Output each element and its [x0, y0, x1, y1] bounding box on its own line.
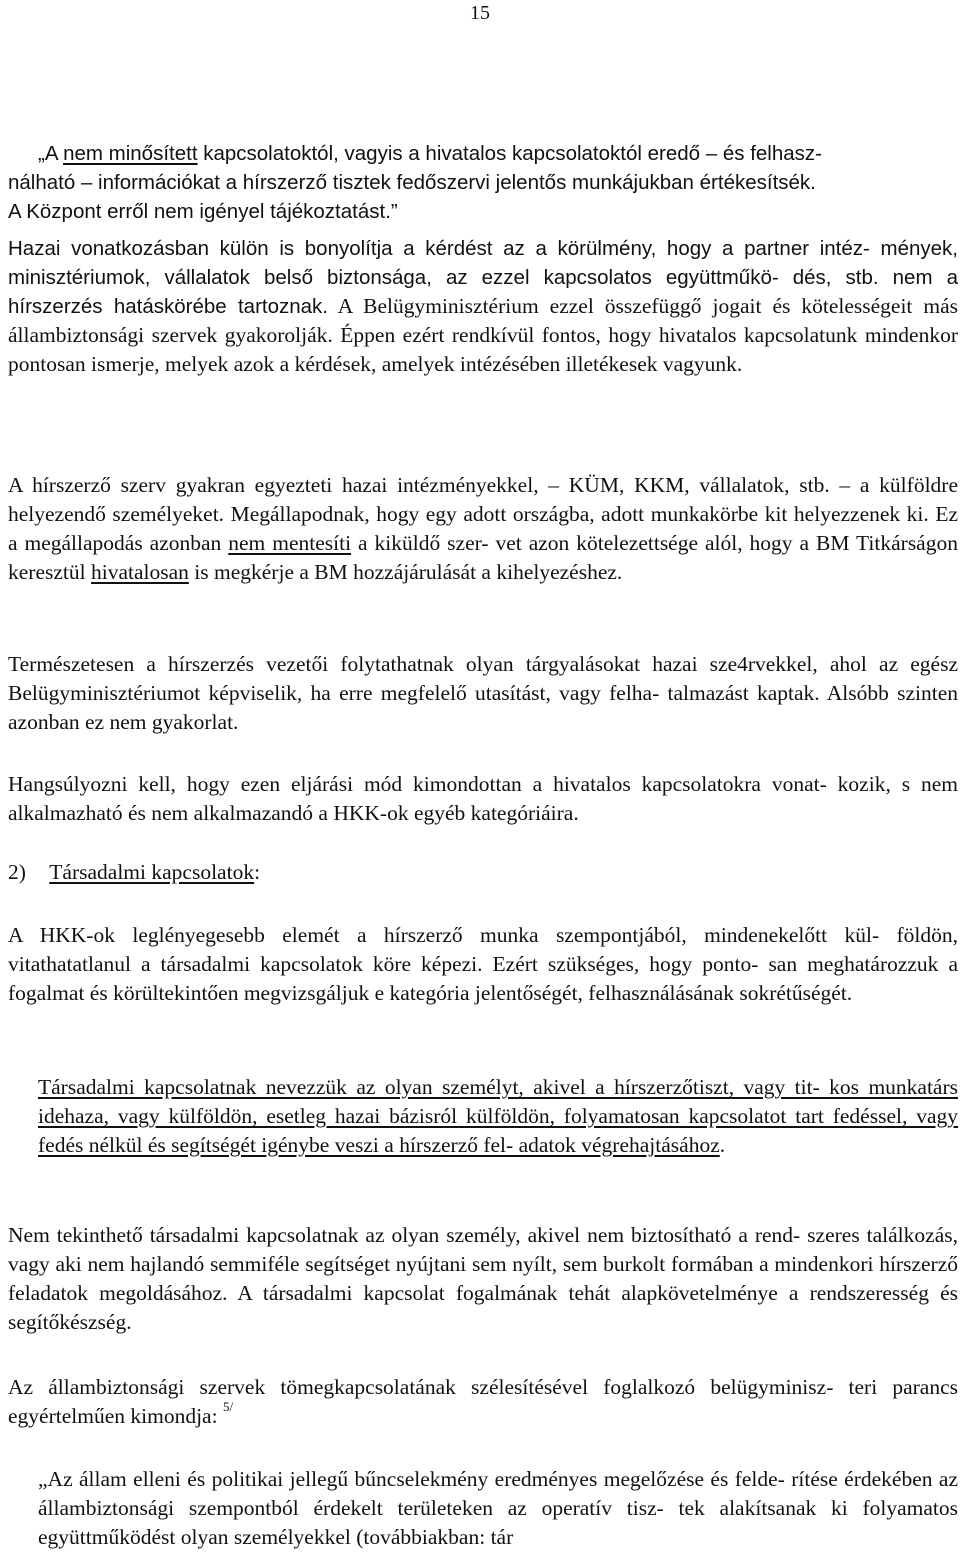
- underlined-hivatalosan: hivatalosan: [90, 560, 189, 584]
- final-quote-paragraph: „Az állam elleni és politikai jellegű bűncselekmény eredményes megelőzése és felde- rítése érdekében az állambiztonsági szempontból érdekelt területeken az operatív tisz- tek alakítsanak ki folyamatos együttműködést olyan személyekkel (továbbiakban: tár: [38, 1467, 958, 1549]
- page-number: 15: [470, 2, 490, 24]
- quote-underlined-phrase: nem minősített: [63, 142, 198, 165]
- paragraph-parancs-text: Az állambiztonsági szervek tömegkapcsolatának szélesítésével foglalkozó belügyminisz- teri parancs egyértelműen kimondja:: [8, 1375, 958, 1428]
- section-number: 2): [8, 860, 26, 884]
- quote-line-3: A Központ erről nem igényel tájékoztatást.”: [8, 200, 398, 223]
- paragraph-hazai-sans-part: Hazai vonatkozásban külön is bonyolítja a kérdést az a körülmény, hogy a partner intéz- mények, minisztériumok, vállalatok belső biztonsága, az ezzel kapcsolatos együttműkö- dés, stb. nem a hírszerzés hatáskörébe tartoznak.: [8, 237, 958, 318]
- footnote-reference: 5/: [222, 1399, 234, 1414]
- paragraph-hazai-serif-part: A Belügyminisztérium ezzel összefüggő jogait és kötelességeit más állambiztonsági szervek gyakorolják. Éppen ezért rendkívül fontos, hogy hivatalos kapcsolatunk mindenkor pontosan ismerje, melyek azok a kérdések, amelyek intézésében illetékesek vagyunk.: [8, 294, 959, 376]
- paragraph-hirszerzo: [8, 471, 958, 587]
- paragraph-hazai: [8, 234, 958, 379]
- quote-line-1-rest: kapcsolatoktól, vagyis a hivatalos kapcsolatoktól eredő – és felhasz-: [197, 142, 822, 165]
- paragraph-hirszerzo-text-2: a kiküldő szer- vet azon kötelezettsége alól, hogy a BM Titkárságon keresztül: [8, 531, 958, 584]
- definition-period: .: [719, 1133, 726, 1157]
- paragraph-hirszerzo-text-1: A hírszerző szerv gyakran egyezteti hazai intézményekkel, – KÜM, KKM, vállalatok, stb. – a külföldre helyezendő személyeket. Megállapodnak, hogy egy adott országba, adott munkakörbe kit helyezzenek ki. Ez a megállapodás azonban: [8, 473, 958, 555]
- paragraph-parancs: [8, 1373, 958, 1431]
- definition-paragraph: [38, 1073, 958, 1160]
- paragraph-termeszetesen: Természetesen a hírszerzés vezetői folytathatnak olyan tárgyalásokat hazai sze4rvekkel, ahol az egész Belügyminisztériumot képviselik, ha erre megfelelő utasítást, vagy felha- talmazást kaptak. Alsóbb szinten azonban ez nem gyakorlat.: [8, 652, 958, 734]
- quote-open: „A: [38, 142, 64, 165]
- section-heading: [8, 858, 958, 887]
- paragraph-hkk: A HKK-ok leglényegesebb elemét a hírszerző munka szempontjából, mindenekelőtt kül- földön, vitathatatlanul a társadalmi kapcsolatok köre képezi. Ezért szükséges, hogy ponto- san meghatározzuk a fogalmat és körültekintően megvizsgáljuk e kategória jelentőségét, felhasználásának sokrétűségét.: [8, 923, 958, 1005]
- section-colon: :: [254, 860, 261, 884]
- quote-paragraph: [8, 139, 958, 226]
- underlined-nem-mentesiti: nem mentesíti: [228, 531, 352, 555]
- definition-underlined-text: Társadalmi kapcsolatnak nevezzük az olyan személyt, akivel a hírszerzőtiszt, vagy tit- kos munkatárs idehaza, vagy külföldön, esetleg hazai bázisról külföldön, folyamatosan kapcsolatot tart fedéssel, vagy fedés nélkül és segítségét igénybe veszi a hírszerző fel- adatok végrehajtásához: [38, 1075, 958, 1157]
- quote-line-2: nálható – információkat a hírszerző tisztek fedőszervi jelentős munkájukban értékesítsék.: [8, 171, 816, 194]
- paragraph-hirszerzo-text-3: is megkérje a BM hozzájárulását a kihelyezéshez.: [188, 560, 623, 584]
- paragraph-hangsulyozni: Hangsúlyozni kell, hogy ezen eljárási mód kimondottan a hivatalos kapcsolatokra vonat- kozik, s nem alkalmazható és nem alkalmazandó a HKK-ok egyéb kategóriáira.: [8, 772, 958, 825]
- section-title: Társadalmi kapcsolatok: [49, 860, 255, 884]
- paragraph-nem-tekintheto: Nem tekinthető társadalmi kapcsolatnak az olyan személy, akivel nem biztosítható a rend- szeres találkozás, vagy aki nem hajlandó semmiféle segítséget nyújtani sem nyílt, sem burkolt formában a mindenkori hírszerző feladatok megoldásához. A társadalmi kapcsolat fogalmának tehát alapkövetelménye a rendszeresség és segítőkészség.: [8, 1223, 958, 1334]
